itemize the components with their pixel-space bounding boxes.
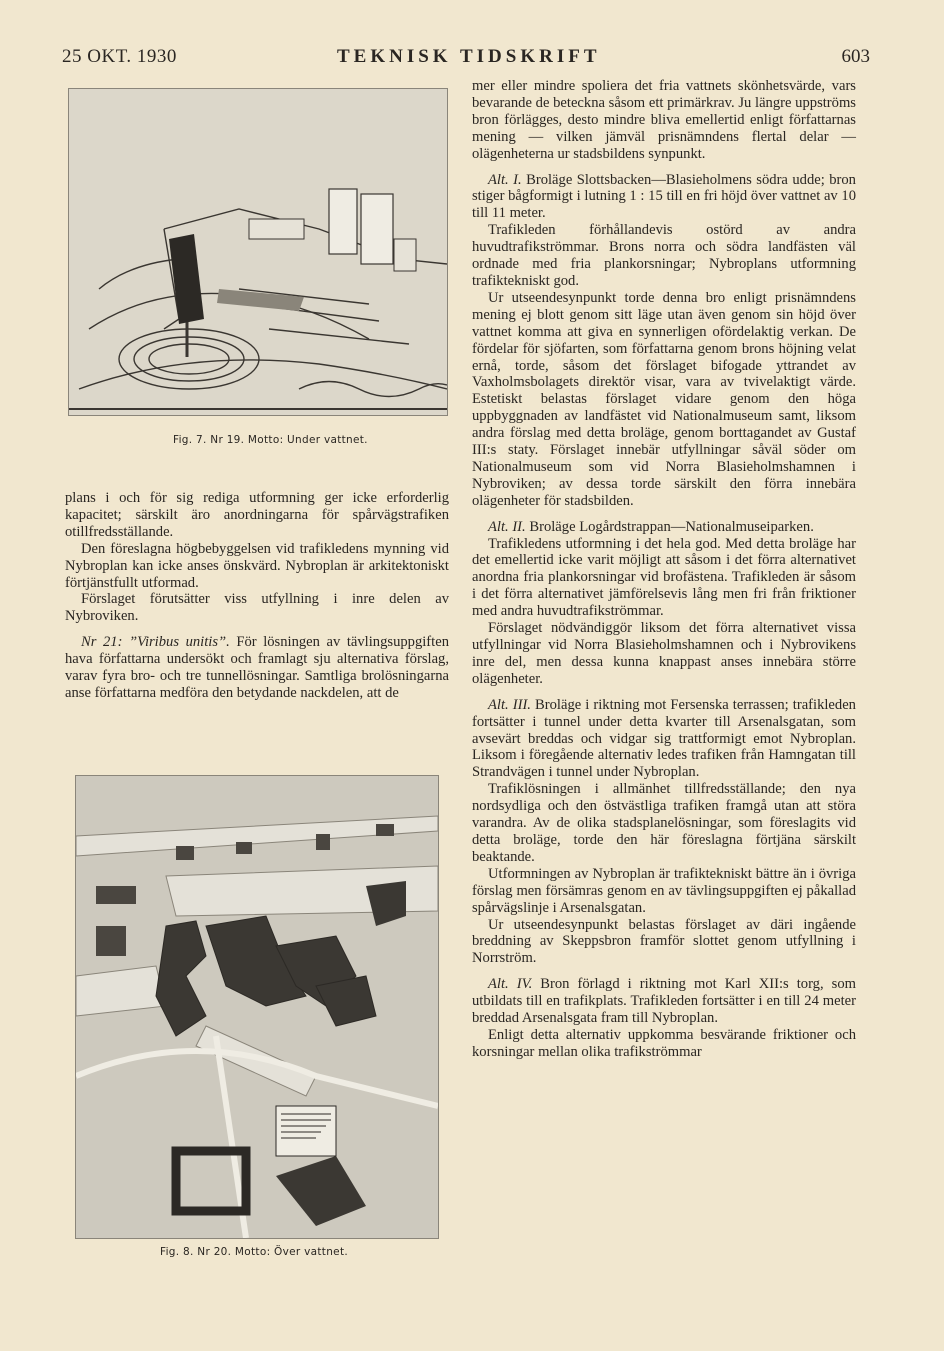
left-column <box>65 490 449 702</box>
entry-label: Nr 21: ”Viribus unitis”. <box>81 634 230 651</box>
figure-7-perspective-sketch <box>68 88 448 416</box>
right-column <box>472 78 856 1061</box>
issue-date: 25 OKT. 1930 <box>62 46 177 67</box>
page-number: 603 <box>841 46 870 67</box>
figure-7-caption: Fig. 7. Nr 19. Motto: Under vattnet. <box>173 434 368 446</box>
sketch-illustration <box>69 89 447 415</box>
paragraph: plans i och för sig rediga utformning ger icke erforderlig kapacitet; särskilt äro anordningarna för spårvägstrafiken otillfredsställande. <box>65 490 449 540</box>
paragraph: Trafikledens utformning i det hela god. Med detta broläge har det emellertid icke varit möjligt att såsom i det förra alternativet anordna fria plankorsningar vid brofästena. Trafikleden är såsom i det förra alternativet jämförelsevis lång men fri från friktioner med andra huvudtrafikströmmar. <box>472 535 856 620</box>
figure-8-site-plan <box>75 775 439 1239</box>
journal-title: TEKNISK TIDSKRIFT <box>337 46 601 67</box>
paragraph: Förslaget nödvändiggör liksom det förra alternativet vissa utfyllningar vid Norra Blasieholmshamnen och i Nybrovikens inre del, men dessa kunna knappast anses innebära större olägenheter. <box>472 620 856 687</box>
entry-text: För lösningen av tävlingsuppgiften hava författarna undersökt och framlagt sju alternativa förslag, varav fyra bro- och tre tunnellösningar. Samtliga brolösningarna anse författarna medföra den betydande nackdelen, att de <box>65 634 449 701</box>
alt-label: Alt. II. <box>488 518 526 535</box>
paragraph: Trafiklösningen i allmänhet tillfredsställande; den nya nordsydliga och den östvästliga trafiken framgå utan att störa varandra. Av de olika stadsplanelösningar, som föreslagits vid detta broläge, torde den här föreslagna förtjäna särskilt beaktande. <box>472 781 856 865</box>
paragraph: Den föreslagna högbebyggelsen vid trafikledens mynning vid Nybroplan kan icke anses önskvärd. Nybroplan är arkitektoniskt förtjänstfullt utformad. <box>65 540 449 591</box>
alt-label: Alt. III. <box>488 696 531 713</box>
page-header <box>62 42 870 72</box>
plan-illustration <box>76 776 438 1238</box>
alt-text: Broläge Logårdstrappan—Nationalmuseiparken. <box>529 518 814 535</box>
alt-label: Alt. IV. <box>488 976 533 993</box>
paragraph-alt4 <box>472 976 856 1027</box>
paragraph-alt1 <box>472 172 856 223</box>
paragraph: Förslaget förutsätter viss utfyllning i inre delen av Nybroviken. <box>65 591 449 625</box>
paragraph: mer eller mindre spoliera det fria vattnets skönhetsvärde, vars bevarande de beteckna såsom ett primärkrav. Ju längre uppströms bron förlägges, desto mindre bliva emellertid enligt författarnas mening — vilken jämväl prisnämndens flertal delar — olägenheterna ur stadsbildens synpunkt. <box>472 78 856 162</box>
alt-label: Alt. I. <box>488 171 522 188</box>
paragraph-nr21 <box>65 634 449 702</box>
paragraph: Utformningen av Nybroplan är trafiktekniskt bättre än i övriga förslag men försämras genom en av tävlingsuppgiften ej påkallad spårvägslinje i Arsenalsgatan. <box>472 865 856 916</box>
figure-8-caption: Fig. 8. Nr 20. Motto: Över vattnet. <box>160 1246 348 1258</box>
alt-text: Broläge i riktning mot Fersenska terrassen; trafikleden fortsätter i tunnel under detta kvarter till Arsenalsgatan, som avsevärt breddas och vidgar sig trattformigt emot Nybroplan. Liksom i föregående alternativ ledes trafiken från Hamngatan till Strandvägen i tunnel under Nybroplan. <box>472 696 856 781</box>
paragraph: Enligt detta alternativ uppkomma besvärande friktioner och korsningar mellan olika trafikströmmar <box>472 1026 856 1060</box>
paragraph-alt2 <box>472 519 856 536</box>
paragraph: Ur utseendesynpunkt torde denna bro enligt prisnämndens mening ej blott genom sitt läge utan även genom sin höjd över vattnet komma att giva en synnerligen ofördelaktig verkan. De fördelar för sjöfarten, som författarna genom brons höjning velat ernå, torde, såsom det förslaget bifogade yttrandet av Vaxholmsbolagets direktör visar, vara av tvivelaktigt värde. Estetiskt belastas förslaget vidare genom den höga uppbyggnaden av landfästet vid Nationalmuseum samt, liksom andra förslag med detta broläge, genom borttagandet av Gustaf III:s staty. Förslaget innebär utfyllningar såväl söder om Nationalmuseum som vid Norra Blasieholmshamnen i Nybroviken; av dessa torde särskilt den förra innebära olägenheter för stadsbilden. <box>472 289 856 509</box>
paragraph: Trafikleden förhållandevis ostörd av andra huvudtrafikströmmar. Brons norra och södra landfästen väl ordnade med fria plankorsningar; Nybroplans utformning trafiktekniskt god. <box>472 222 856 289</box>
paragraph-alt3 <box>472 697 856 782</box>
alt-text: Broläge Slottsbacken—Blasieholmens södra udde; bron stiger bågformigt i lutning 1 : 15 till en fri höjd över vattnet av 10 till 11 meter. <box>472 171 856 222</box>
alt-text: Bron förlagd i riktning mot Karl XII:s torg, som utbildats till en trafikplats. Trafikleden fortsätter i en till 24 meter breddad Arsenalsgata fram till Nybroplan. <box>472 976 856 1027</box>
paragraph: Ur utseendesynpunkt belastas förslaget av däri ingående breddning av Skeppsbron framför slottet genom utfyllning i Norrström. <box>472 916 856 967</box>
